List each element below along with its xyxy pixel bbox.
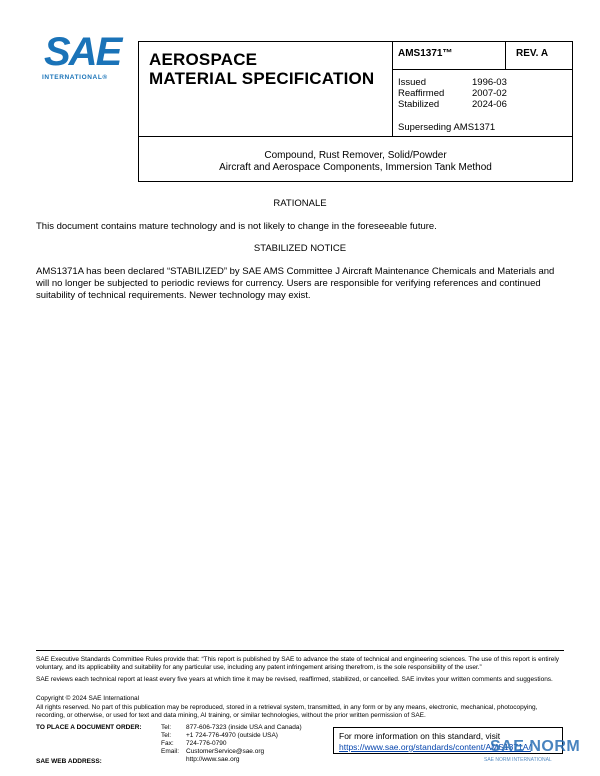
web-label: SAE WEB ADDRESS:	[36, 758, 102, 765]
info-text: For more information on this standard, visit	[339, 731, 501, 741]
rationale-text: This document contains mature technology and is not likely to change in the foreseeable future.	[36, 221, 437, 232]
contact-key: Tel:	[161, 732, 172, 739]
email-link[interactable]: CustomerService@sae.org	[186, 748, 265, 755]
review-text: SAE reviews each technical report at least every five years at which time it may be revised, reaffirmed, stabilized, or cancelled. SAE invites your written comments and suggestions.	[36, 676, 553, 683]
sae-logo: SAE	[44, 30, 121, 74]
superseding-note: Superseding AMS1371	[398, 122, 496, 133]
copyright: Copyright © 2024 SAE International	[36, 695, 140, 702]
header-divider	[505, 41, 506, 69]
header-divider	[392, 69, 573, 70]
subject-line: Aircraft and Aerospace Components, Immersion Tank Method	[219, 162, 492, 173]
web-link[interactable]: http://www.sae.org	[186, 756, 240, 763]
contact-key: Fax:	[161, 740, 174, 747]
doc-title: AEROSPACE	[149, 50, 258, 69]
issued-label: Issued	[398, 77, 426, 88]
subject-line: Compound, Rust Remover, Solid/Powder	[264, 150, 447, 161]
issued-date: 1996-03	[472, 77, 507, 88]
order-label: TO PLACE A DOCUMENT ORDER:	[36, 724, 142, 731]
contact-key: Tel:	[161, 724, 172, 731]
rights-text: All rights reserved. No part of this publication may be reproduced, stored in a retrieval system, transmitted, in any form or by any means, electronic, mechanical, photocopying, recording, or otherwise, or used for text and data mining, AI training, or similar technologies, without the prior written permission of SAE.	[36, 704, 538, 719]
reaffirmed-date: 2007-02	[472, 88, 507, 99]
reaffirmed-label: Reaffirmed	[398, 88, 445, 99]
contact-value: 724-776-0790	[186, 740, 227, 747]
contact-value: 877-606-7323 (inside USA and Canada)	[186, 724, 302, 731]
stabilized-heading: STABILIZED NOTICE	[253, 243, 347, 254]
header-divider	[392, 41, 393, 137]
contact-key: Email:	[161, 748, 180, 755]
stabilized-label: Stabilized	[398, 99, 440, 110]
watermark-sub: SAE NORM INTERNATIONAL	[484, 757, 552, 763]
standard-link[interactable]: https://www.sae.org/standards/content/AMS1371A/	[339, 742, 531, 752]
revision-label: REV. A	[516, 48, 549, 59]
footer-rule	[36, 650, 564, 651]
stabilized-text: AMS1371A has been declared “STABILIZED” by SAE AMS Committee J Aircraft Maintenance Chemicals and Materials and will no longer be subjected to periodic reviews for currency. Users are responsible for verifying references and continued suitability of technical requirements. Newer technology may exist.	[36, 266, 555, 301]
rationale-heading: RATIONALE	[273, 198, 327, 209]
doc-number: AMS1371™	[398, 48, 453, 59]
doc-title: MATERIAL SPECIFICATION	[149, 69, 375, 88]
contact-value: +1 724-776-4970 (outside USA)	[186, 732, 278, 739]
stabilized-date: 2024-06	[472, 99, 507, 110]
watermark: SAE NORM	[490, 738, 581, 755]
rules-text: SAE Executive Standards Committee Rules provide that: “This report is published by SAE to advance the state of technical and engineering sciences. The use of this report is entirely voluntary, and its applicability and suitability for any particular use, including any patent infringement arising therefrom, is the sole responsibility of the user.”	[36, 656, 560, 671]
sae-logo-subtitle: INTERNATIONAL®	[42, 74, 108, 81]
